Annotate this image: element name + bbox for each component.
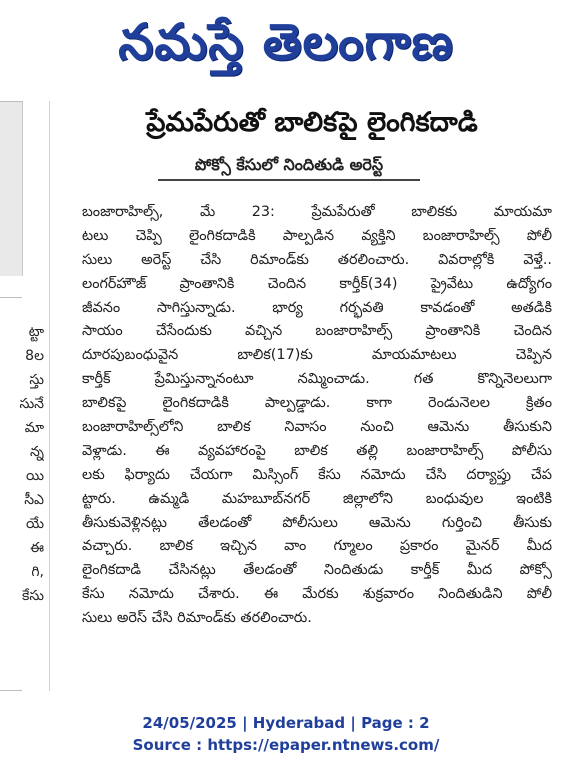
article-line: కార్తీక్ ప్రేమిస్తున్నానంటూ నమ్మించాడు. గత కొన్నినెలలుగా [82, 371, 552, 388]
masthead [0, 0, 572, 84]
previous-column-fragment: సునే [19, 396, 44, 412]
article-line: బంజారాహిల్స్, మే 23: ప్రేమపేరుతో బాలికకు మాయమా [82, 204, 552, 220]
adjacent-column-image [0, 101, 23, 276]
page-footer [0, 712, 572, 756]
article-line: సులు అరెస్ట్ చేసి రిమాండ్‌కు తరలించారు. వివరాల్లోకి వెళ్తే.. [82, 251, 552, 268]
article-line: దూరపుబంధువైన బాలిక(17)కు మాయమాటలు చెప్పిన [82, 347, 552, 364]
article-line: జీవనం సాగిస్తున్నాడు. భార్య గర్భవతి కావడంతో అతడికి [82, 299, 552, 316]
article-line: టలు చెప్పి లైంగికదాడికి పాల్పడిన వ్యక్తిని బంజారాహిల్స్ పోలీ [82, 227, 552, 244]
article-line: సులు అరెస్ చేసి రిమాండ్‌కు తరలించారు. [82, 610, 312, 627]
article-line: లంగర్‌హౌజ్ ప్రాంతానికి చెందిన కార్తీక్(34) ప్రైవేటు ఉద్యోగం [82, 275, 552, 292]
article-line: సాయం చేసేందుకు వచ్చిన బంజారాహిల్స్ ప్రాంతానికి చెందిన [82, 323, 552, 340]
previous-column-fragment: ఈ [30, 540, 44, 556]
previous-column-fragment: న్న [30, 444, 44, 460]
column-divider [49, 101, 50, 691]
article-line: తీసుకువెళ్లినట్లు తేలడంతో పోలీసులు ఆమెను గుర్తించి తీసుకు [82, 514, 552, 531]
newspaper-logo-text: నమస్తే తెలంగాణ [118, 12, 454, 71]
divider [0, 690, 22, 691]
previous-column-fragments [2, 320, 44, 608]
article-line: వచ్చారు. బాలిక ఇచ్చిన వాం గ్మూలం ప్రకారం మైనర్ మీద [82, 538, 552, 555]
article-headline: ప్రేమపేరుతో బాలికపై లైంగికదాడి [146, 107, 478, 138]
article-line: ట్టారు. ఉమ్మడి మహబూబ్‌నగర్ జిల్లాలోని బంధువుల ఇంటికి [82, 490, 552, 507]
article-subheadline: పోక్సో కేసులో నిందితుడి అరెస్ట్ [194, 155, 384, 174]
previous-column-fragment: గి, [31, 564, 44, 580]
previous-column-fragment: మా [24, 420, 44, 436]
article-line: లైంగికదాడి చేసినట్లు తేలడంతో నిందితుడు కార్తీక్ మీద పోక్సో [82, 562, 552, 579]
previous-column-fragment: 8ల [25, 348, 44, 364]
article-body [82, 201, 552, 631]
previous-column-fragment: ట్టా [28, 324, 44, 340]
subheadline-underline [158, 179, 420, 181]
divider [0, 297, 22, 298]
article-line: కేసు నమోదు చేశారు. ఈ మేరకు శుక్రవారం నిందితుడిని పోలీ [82, 586, 552, 603]
article-line: బంజారాహిల్స్‌లోని బాలిక నివాసం నుంచి ఆమెను తీసుకుని [82, 419, 552, 436]
divider [0, 101, 22, 102]
article-line: లకు ఫిర్యాదు చేయగా మిస్సింగ్ కేసు నమోదు చేసి దర్యాప్తు చేప [82, 466, 552, 483]
previous-column-fragment: స్తు [29, 372, 44, 388]
article-line: వెళ్లాడు. ఈ వ్యవహారంపై బాలిక తల్లి బంజారాహిల్స్ పోలీసు [82, 442, 552, 459]
previous-column-fragment: యి [25, 468, 44, 484]
source-link[interactable]: Source : https://epaper.ntnews.com/ [132, 736, 440, 754]
previous-column-fragment: యే [25, 516, 44, 532]
article-line: బాలికపై లైంగికదాడికి పాల్పడ్డాడు. కాగా రెండునెలల క్రితం [82, 395, 552, 412]
previous-column-fragment: సీఎ [24, 492, 44, 508]
previous-column-fragment: కేసు [22, 588, 44, 604]
edition-info: 24/05/2025 | Hyderabad | Page : 2 [142, 714, 430, 732]
